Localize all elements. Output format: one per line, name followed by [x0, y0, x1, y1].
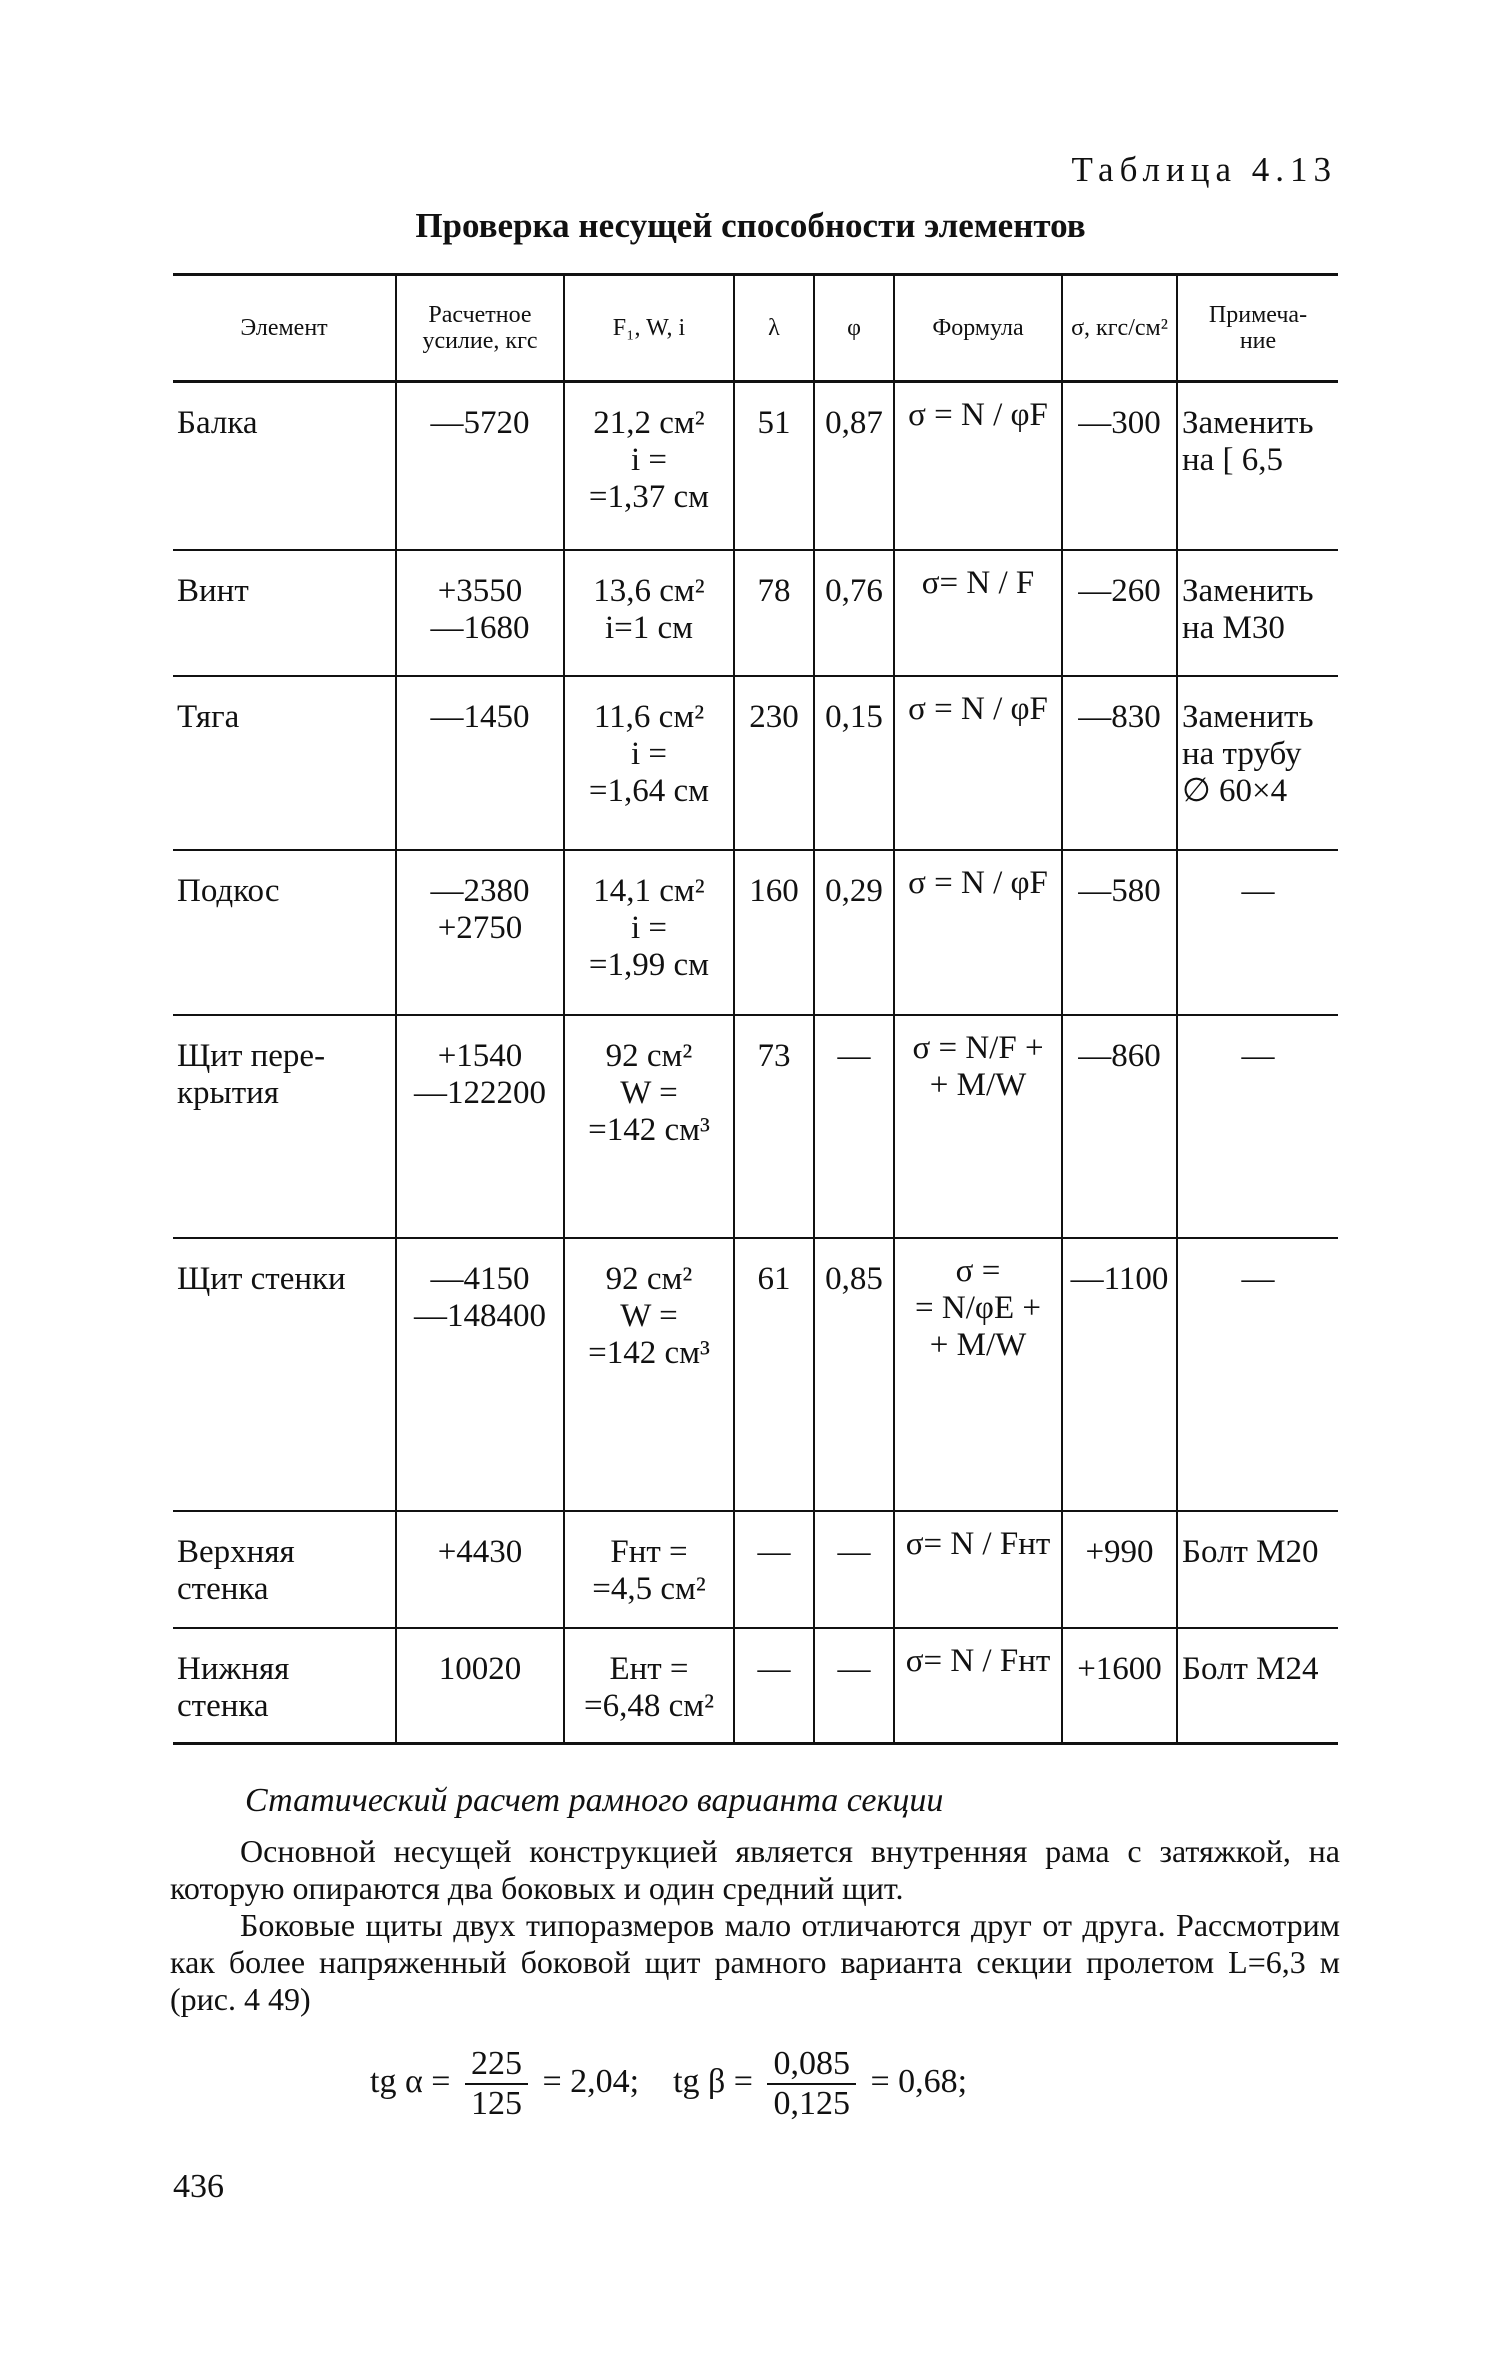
tga-fraction [465, 2045, 528, 2123]
cell-force: +4430 [396, 1511, 564, 1628]
cell-sigma: +990 [1062, 1511, 1177, 1628]
cell-element: Балка [177, 405, 258, 441]
cell-formula: σ = N / φF [894, 382, 1062, 550]
table-row [173, 1628, 1338, 1744]
table-row [173, 850, 1338, 1015]
cell-lambda: 78 [734, 550, 814, 676]
tga-numerator: 225 [465, 2045, 528, 2085]
tangent-equations [370, 2045, 967, 2123]
paragraph: Основной несущей конструкцией является внутренняя рама с затяжкой, на которую опираются два боковых и один средний щит. [170, 1833, 1340, 1906]
cell-formula: σ = = N/φE + + M/W [894, 1238, 1062, 1511]
cell-geometry: 21,2 см² i = =1,37 см [564, 382, 734, 550]
header-lambda: λ [734, 275, 814, 382]
cell-formula: σ= N / Fнт [894, 1628, 1062, 1744]
cell-element: Верхняя стенка [177, 1533, 295, 1607]
table-header-row [173, 275, 1338, 382]
table-row [173, 1238, 1338, 1511]
table-row [173, 1511, 1338, 1628]
cell-force: +3550 —1680 [396, 550, 564, 676]
header-formula: Формула [894, 275, 1062, 382]
cell-sigma: —300 [1062, 382, 1177, 550]
cell-note: Заменить на [ 6,5 [1177, 382, 1338, 550]
load-capacity-table [173, 273, 1338, 1745]
cell-note: Заменить на трубу ∅ 60×4 [1177, 676, 1338, 850]
table-caption: Таблица 4.13 [1071, 150, 1337, 189]
cell-sigma: +1600 [1062, 1628, 1177, 1744]
cell-note: Болт М24 [1177, 1628, 1338, 1744]
table-row [173, 550, 1338, 676]
cell-geometry: 11,6 см² i = =1,64 см [564, 676, 734, 850]
cell-note: — [1177, 1015, 1338, 1238]
cell-geometry: Eнт = =6,48 см² [564, 1628, 734, 1744]
cell-formula: σ = N / φF [894, 676, 1062, 850]
cell-note: — [1177, 850, 1338, 1015]
cell-lambda: — [734, 1628, 814, 1744]
header-note: Примеча- ние [1177, 275, 1338, 382]
cell-element: Щит стенки [177, 1260, 346, 1297]
cell-phi: — [814, 1511, 894, 1628]
cell-element: Подкос [177, 872, 280, 909]
paragraph: Боковые щиты двух типоразмеров мало отличаются друг от друга. Рассмотрим как более напряженный боковой щит рамного варианта секции пролетом L=6,3 м (рис. 4 49) [170, 1907, 1340, 2017]
cell-force: —5720 [396, 382, 564, 550]
cell-lambda: 230 [734, 676, 814, 850]
cell-formula: σ = N / φF [894, 850, 1062, 1015]
cell-lambda: 51 [734, 382, 814, 550]
table-row [173, 1015, 1338, 1238]
tga-result: = 2,04; [542, 2062, 640, 2100]
header-phi: φ [814, 275, 894, 382]
cell-force: —2380 +2750 [396, 850, 564, 1015]
cell-element: Винт [177, 572, 249, 609]
cell-note: Болт М20 [1177, 1511, 1338, 1628]
cell-phi: — [814, 1628, 894, 1744]
header-sigma: σ, кгс/см² [1062, 275, 1177, 382]
tgb-numerator: 0,085 [767, 2045, 856, 2085]
cell-phi: 0,76 [814, 550, 894, 676]
cell-element: Тяга [177, 698, 240, 735]
cell-sigma: —830 [1062, 676, 1177, 850]
cell-force: 10020 [396, 1628, 564, 1744]
cell-element: Нижняя стенка [177, 1650, 290, 1724]
cell-geometry: 92 см² W = =142 см³ [564, 1238, 734, 1511]
cell-formula: σ= N / Fнт [894, 1511, 1062, 1628]
cell-element: Щит пере- крытия [177, 1037, 326, 1111]
cell-sigma: —580 [1062, 850, 1177, 1015]
cell-phi: 0,87 [814, 382, 894, 550]
tga-label: tg α = [370, 2062, 451, 2100]
cell-phi: 0,85 [814, 1238, 894, 1511]
cell-sigma: —1100 [1062, 1238, 1177, 1511]
cell-lambda: 61 [734, 1238, 814, 1511]
cell-geometry: 13,6 см² i=1 см [564, 550, 734, 676]
cell-force: —1450 [396, 676, 564, 850]
cell-phi: 0,15 [814, 676, 894, 850]
header-force: Расчетное усилие, кгс [396, 275, 564, 382]
table-row [173, 382, 1338, 550]
cell-geometry: 92 см² W = =142 см³ [564, 1015, 734, 1238]
cell-phi: 0,29 [814, 850, 894, 1015]
tgb-result: = 0,68; [870, 2062, 968, 2100]
tga-denominator: 125 [470, 2085, 522, 2122]
cell-sigma: —860 [1062, 1015, 1177, 1238]
cell-lambda: — [734, 1511, 814, 1628]
cell-formula: σ= N / F [894, 550, 1062, 676]
cell-formula: σ = N/F + + M/W [894, 1015, 1062, 1238]
cell-sigma: —260 [1062, 550, 1177, 676]
cell-note: — [1177, 1238, 1338, 1511]
cell-note: Заменить на М30 [1177, 550, 1338, 676]
tgb-label: tg β = [673, 2062, 753, 2100]
table-title: Проверка несущей способности элементов [415, 206, 1086, 245]
cell-lambda: 160 [734, 850, 814, 1015]
header-element: Элемент [240, 315, 328, 341]
cell-force: +1540 —122200 [396, 1015, 564, 1238]
cell-geometry: 14,1 см² i = =1,99 см [564, 850, 734, 1015]
tgb-denominator: 0,125 [773, 2085, 850, 2122]
cell-phi: — [814, 1015, 894, 1238]
tgb-fraction [767, 2045, 856, 2123]
cell-force: —4150 —148400 [396, 1238, 564, 1511]
page-number: 436 [173, 2168, 224, 2205]
table-row [173, 676, 1338, 850]
section-heading: Статический расчет рамного варианта секции [245, 1782, 944, 1819]
header-geometry: F₁, W, i [564, 275, 734, 382]
cell-geometry: Fнт = =4,5 см² [564, 1511, 734, 1628]
cell-lambda: 73 [734, 1015, 814, 1238]
